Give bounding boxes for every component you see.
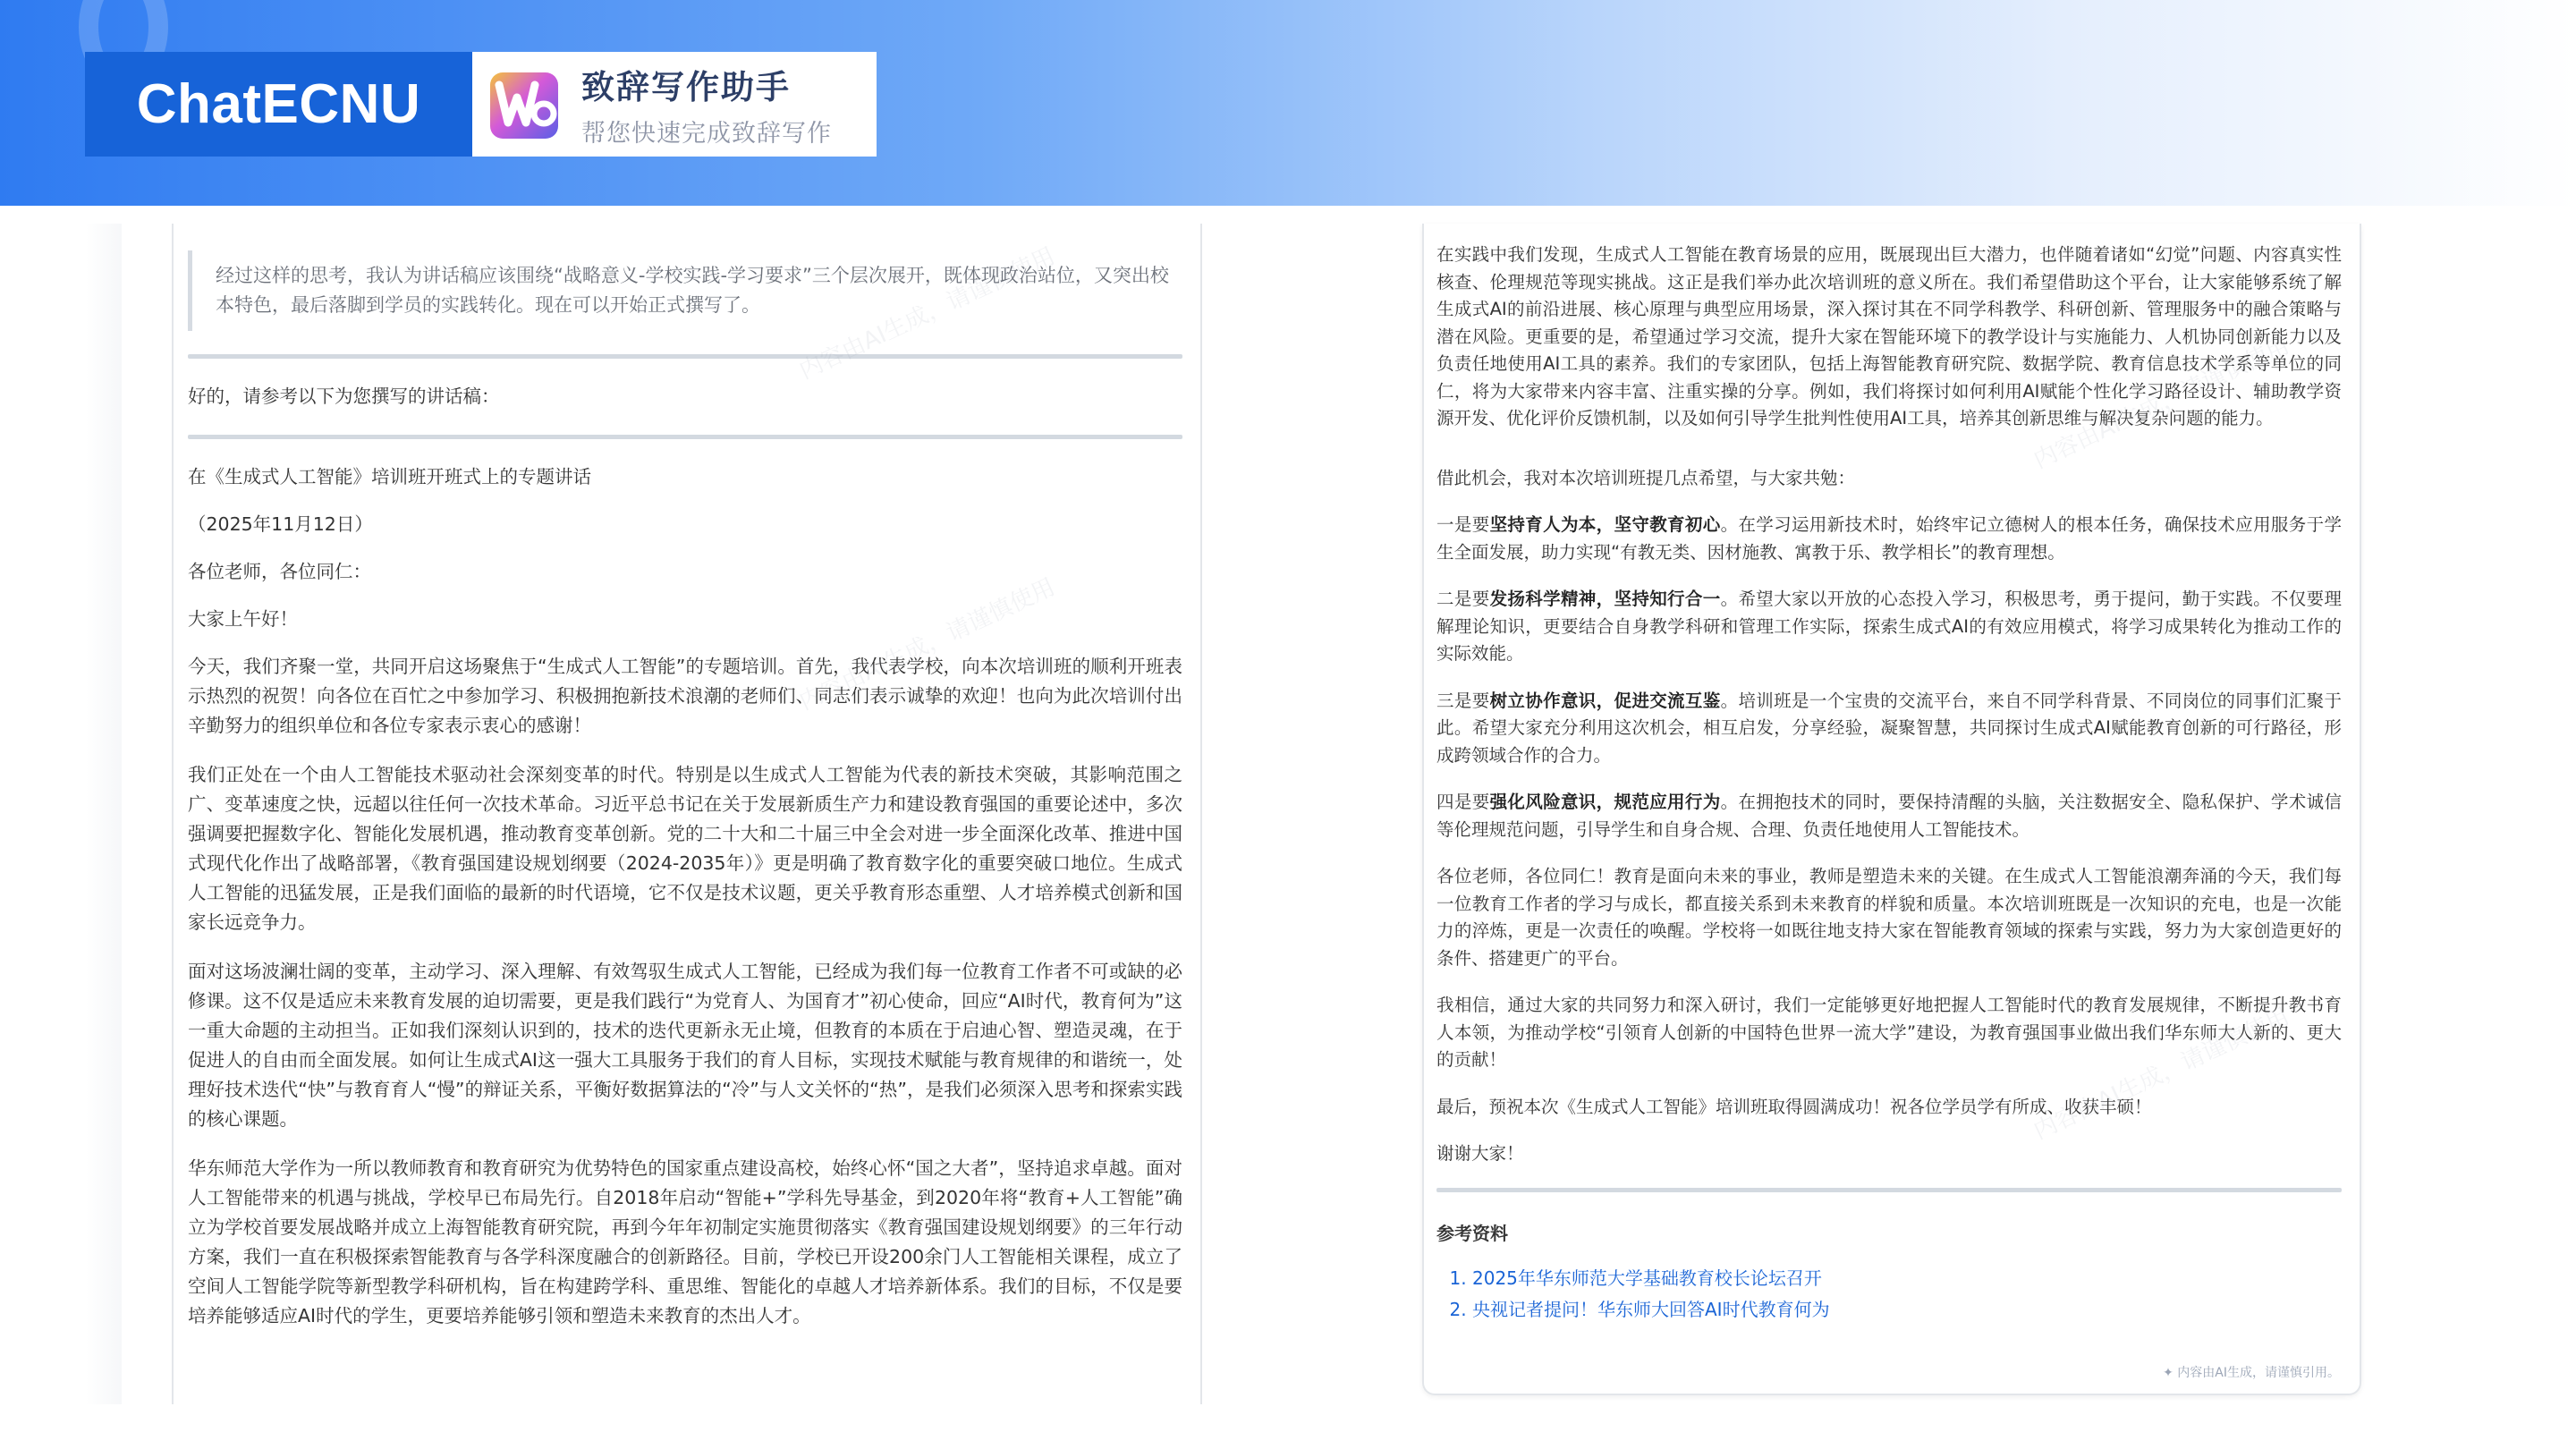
body-paragraph: 今天，我们齐聚一堂，共同开启这场聚焦于“生成式人工智能”的专题培训。首先，我代表学校，向本次培训班的顺利开班表示热烈的祝贺！向各位在百忙之中参加学习、积极拥抱新技术浪潮的老师们、同志们表示诚挚的欢迎！也向为此次培训付出辛勤努力的组织单位和各位专家表示衷心的感谢！	[188, 656, 1182, 736]
closing-paragraph: 最后，预祝本次《生成式人工智能》培训班取得圆满成功！祝各位学员学有所成、收获丰硕！	[1436, 1096, 2152, 1117]
intro-text: 好的，请参考以下为您撰写的讲话稿：	[188, 386, 500, 407]
hope-bold: 发扬科学精神，坚持知行合一	[1489, 589, 1721, 609]
speech-title: 在《生成式人工智能》培训班开班式上的专题讲话	[188, 466, 591, 487]
brand-logo	[85, 52, 472, 157]
hope-rest: 。希望大家以开放的心态投入学习，积极思考，勇于提问，勤于实践。不仅要理解理论知识，更要结合自身教学科研和管理工作实际，探索生成式AI的有效应用模式，将学习成果转化为推动工作的实际效能。	[1436, 589, 2342, 664]
hope-bold: 强化风险意识，规范应用行为	[1489, 792, 1721, 812]
reference-link[interactable]: 2025年华东师范大学基础教育校长论坛召开	[1472, 1267, 1822, 1289]
ai-generated-note	[2163, 1363, 2340, 1381]
hopes-intro: 借此机会，我对本次培训班提几点希望，与大家共勉：	[1436, 467, 1856, 488]
body-paragraph: 面对这场波澜壮阔的变革，主动学习、深入理解、有效驾驭生成式人工智能，已经成为我们每一位教育工作者不可或缺的必修课。这不仅是适应未来教育发展的迫切需要，更是我们践行“为党育人、为国育才”初心使命，回应“AI时代，教育何为”这一重大命题的主动担当。正如我们深刻认识到的，技术的迭代更新永无止境，但教育的本质在于启迪心智、塑造灵魂，在于促进人的自由而全面发展。如何让生成式AI这一强大工具服务于我们的育人目标，实现技术赋能与教育规律的和谐统一，处理好技术迭代“快”与教育育人“慢”的辩证关系，平衡好数据算法的“冷”与人文关怀的“热”，是我们必须深入思考和探索实践的核心课题。	[188, 961, 1182, 1130]
brand-name: ChatECNU	[136, 73, 421, 135]
closing-paragraph: 各位老师，各位同仁！教育是面向未来的事业，教师是塑造未来的关键。在生成式人工智能浪潮奔涌的今天，我们每一位教育工作者的学习与成长，都直接关系到未来教育的样貌和质量。本次培训班既是一次知识的充电，也是一次能力的淬炼，更是一次责任的唤醒。学校将一如既往地支持大家在智能教育领域的探索与实践，努力为大家创造更好的条件、搭建更广的平台。	[1436, 866, 2342, 969]
hope-rest: 。在学习运用新技术时，始终牢记立德树人的根本任务，确保技术应用服务于学生全面发展，助力实现“有教无类、因材施教、寓教于乐、教学相长”的教育理想。	[1436, 514, 2342, 563]
hope-item	[1436, 688, 2342, 770]
hope-lead: 二是要	[1436, 589, 1490, 609]
header-banner	[0, 0, 2576, 206]
hope-lead: 四是要	[1436, 792, 1490, 812]
salutation: 各位老师，各位同仁：	[188, 561, 371, 582]
body-paragraph: 华东师范大学作为一所以教师教育和教育研究为优势特色的国家重点建设高校，始终心怀“国之大者”，坚持追求卓越。面对人工智能带来的机遇与挑战，学校早已布局先行。自2018年启动“智能+”学科先导基金，到2020年将“教育+人工智能”确立为学校首要发展战略并成立上海智能教育研究院，再到今年年初制定实施贯彻落实《教育强国建设规划纲要》的三年行动方案，我们一直在积极探索智能教育与各学科深度融合的创新路径。目前，学校已开设200余门人工智能相关课程，成立了空间人工智能学院等新型教学科研机构，旨在构建跨学科、重思维、智能化的卓越人才培养新体系。我们的目标，不仅是要培养能够适应AI时代的学生，更要培养能够引领和塑造未来教育的杰出人才。	[188, 1157, 1182, 1326]
hope-item	[1436, 586, 2342, 668]
hope-rest: 。在拥抱技术的同时，要保持清醒的头脑，关注数据安全、隐私保护、学术诚信等伦理规范问题，引导学生和自身合规、合理、负责任地使用人工智能技术。	[1436, 792, 2342, 840]
hope-rest: 。培训班是一个宝贵的交流平台，来自不同学科背景、不同岗位的同事们汇聚于此。希望大家充分利用这次机会，相互启发，分享经验，凝聚智慧，共同探讨生成式AI赋能教育创新的可行路径，形成跨领域合作的合力。	[1436, 690, 2342, 766]
hope-item	[1436, 789, 2342, 843]
greeting: 大家上午好！	[188, 608, 298, 630]
hope-item	[1436, 512, 2342, 566]
speech-panel-left[interactable]	[172, 224, 1202, 1404]
sparkle-icon: ✦	[2163, 1366, 2178, 1380]
tool-subtitle: 帮您快速完成致辞写作	[581, 120, 832, 148]
speech-panel-right[interactable]	[1422, 224, 2361, 1395]
closing-paragraph: 我相信，通过大家的共同努力和深入研讨，我们一定能够更好地把握人工智能时代的教育发展规律，不断提升教书育人本领，为推动学校“引领育人创新的中国特色世界一流大学”建设，为教育强国事业做出我们华东师大人新的、更大的贡献！	[1436, 995, 2342, 1070]
reference-item[interactable]	[1472, 1294, 2342, 1326]
hope-bold: 树立协作意识，促进交流互鉴	[1489, 690, 1721, 711]
tool-card	[472, 52, 877, 157]
hope-lead: 三是要	[1436, 690, 1490, 711]
references-title: 参考资料	[1436, 1222, 1508, 1244]
divider	[188, 435, 1182, 439]
references-list	[1436, 1263, 2342, 1326]
divider	[188, 354, 1182, 359]
tool-title: 致辞写作助手	[581, 68, 791, 106]
thinking-quote: 经过这样的思考，我认为讲话稿应该围绕“战略意义-学校实践-学习要求”三个层次展开，既体现政治站位，又突出校本特色，最后落脚到学员的实践转化。现在可以开始正式撰写了。	[188, 250, 1182, 331]
left-edge-shadow	[86, 224, 122, 1404]
divider	[1436, 1188, 2342, 1192]
reference-link[interactable]: 央视记者提问！华东师大回答AI时代教育何为	[1472, 1298, 1830, 1320]
speech-date: （2025年11月12日）	[188, 513, 373, 535]
ai-note-text: 内容由AI生成，请谨慎引用。	[2177, 1366, 2340, 1380]
writing-assistant-logo-icon	[487, 67, 562, 142]
reference-item[interactable]	[1472, 1263, 2342, 1294]
body-paragraph: 在实践中我们发现，生成式人工智能在教育场景的应用，既展现出巨大潜力，也伴随着诸如“幻觉”问题、内容真实性核查、伦理规范等现实挑战。这正是我们举办此次培训班的意义所在。我们希望借助这个平台，让大家能够系统了解生成式AI的前沿进展、核心原理与典型应用场景，深入探讨其在不同学科教学、科研创新、管理服务中的融合策略与潜在风险。更重要的是，希望通过学习交流，提升大家在智能环境下的教学设计与实施能力、人机协同创新能力以及负责任地使用AI工具的素养。我们的专家团队，包括上海智能教育研究院、数据学院、教育信息技术学系等单位的同仁，将为大家带来内容丰富、注重实操的分享。例如，我们将探讨如何利用AI赋能个性化学习路径设计、辅助教学资源开发、优化评价反馈机制，以及如何引导学生批判性使用AI工具，培养其创新思维与解决复杂问题的能力。	[1436, 244, 2342, 428]
hope-lead: 一是要	[1436, 514, 1490, 535]
body-paragraph: 我们正处在一个由人工智能技术驱动社会深刻变革的时代。特别是以生成式人工智能为代表的新技术突破，其影响范围之广、变革速度之快，远超以往任何一次技术革命。习近平总书记在关于发展新质生产力和建设教育强国的重要论述中，多次强调要把握数字化、智能化发展机遇，推动教育变革创新。党的二十大和二十届三中全会对进一步全面深化改革、推进中国式现代化作出了战略部署，《教育强国建设规划纲要（2024-2035年）》更是明确了教育数字化的重要突破口地位。生成式人工智能的迅猛发展，正是我们面临的最新的时代语境，它不仅是技术议题，更关乎教育形态重塑、人才培养模式创新和国家长远竞争力。	[188, 764, 1182, 933]
thanks-line: 谢谢大家！	[1436, 1143, 1524, 1164]
hope-bold: 坚持育人为本，坚守教育初心	[1489, 514, 1721, 535]
